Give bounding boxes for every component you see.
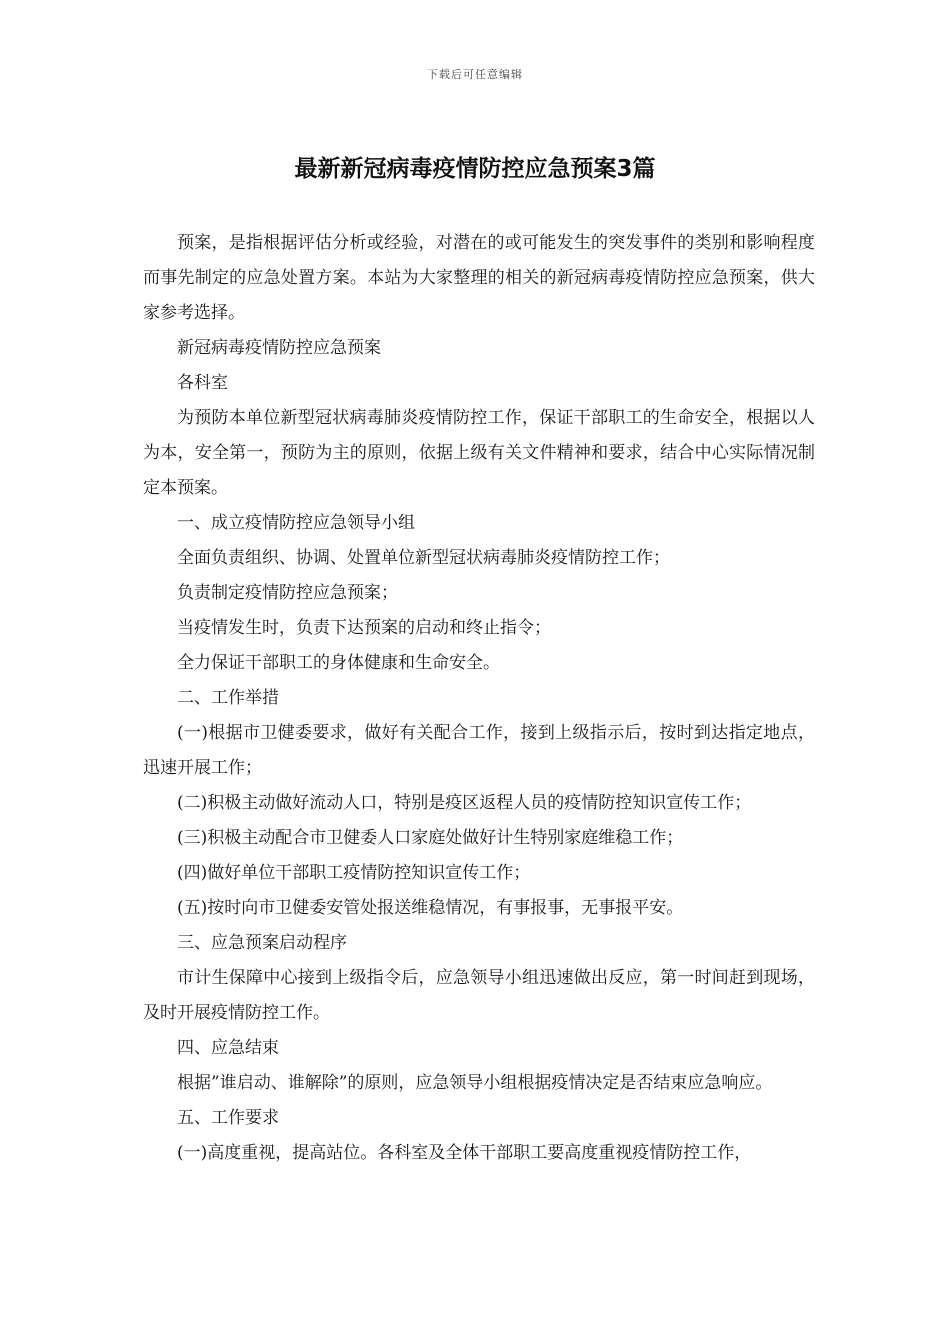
paragraph: 负责制定疫情防控应急预案； (177, 583, 398, 603)
section-heading-3: 三、应急预案启动程序 (177, 933, 347, 953)
paragraph: 全面负责组织、协调、处置单位新型冠状病毒肺炎疫情防控工作； (177, 548, 670, 568)
list-item: (二)积极主动做好流动人口，特别是疫区返程人员的疫情防控知识宣传工作； (177, 793, 752, 813)
section-heading-1: 一、成立疫情防控应急领导小组 (177, 513, 415, 533)
paragraph: 根据”谁启动、谁解除”的原则，应急领导小组根据疫情决定是否结束应急响应。 (177, 1073, 773, 1093)
section-heading-5: 五、工作要求 (177, 1108, 279, 1128)
list-item: (三)积极主动配合市卫健委人口家庭处做好计生特别家庭维稳工作； (177, 828, 684, 848)
paragraph-intro: 预案，是指根据评估分析或经验，对潜在的或可能发生的突发事件的类别和影响程度而事先制定的应急处置方案。本站为大家整理的相关的新冠病毒疫情防控应急预案，供大家参考选择。 (143, 233, 815, 323)
paragraph-subtitle: 新冠病毒疫情防控应急预案 (177, 338, 381, 358)
paragraph: 当疫情发生时，负责下达预案的启动和终止指令； (177, 618, 551, 638)
header-note: 下载后可任意编辑 (427, 68, 523, 81)
paragraph: 市计生保障中心接到上级指令后，应急领导小组迅速做出反应，第一时间赶到现场，及时开展疫情防控工作。 (143, 968, 815, 1023)
section-heading-4: 四、应急结束 (177, 1038, 279, 1058)
list-item: (一)高度重视，提高站位。各科室及全体干部职工要高度重视疫情防控工作， (177, 1143, 752, 1163)
list-item: (四)做好单位干部职工疫情防控知识宣传工作； (177, 863, 531, 883)
list-item: (一)根据市卫健委要求，做好有关配合工作，接到上级指示后，按时到达指定地点，迅速开展工作； (143, 723, 815, 778)
list-item: (五)按时向市卫健委安管处报送维稳情况，有事报事，无事报平安。 (177, 898, 684, 918)
paragraph-purpose: 为预防本单位新型冠状病毒肺炎疫情防控工作，保证干部职工的生命安全，根据以人为本，安全第一，预防为主的原则，依据上级有关文件精神和要求，结合中心实际情况制定本预案。 (143, 408, 815, 498)
paragraph: 全力保证干部职工的身体健康和生命安全。 (177, 653, 500, 673)
document-title: 最新新冠病毒疫情防控应急预案3篇 (294, 156, 656, 182)
document-body (143, 226, 815, 1171)
section-heading-2: 二、工作举措 (177, 688, 279, 708)
paragraph-addressee: 各科室 (177, 373, 228, 393)
